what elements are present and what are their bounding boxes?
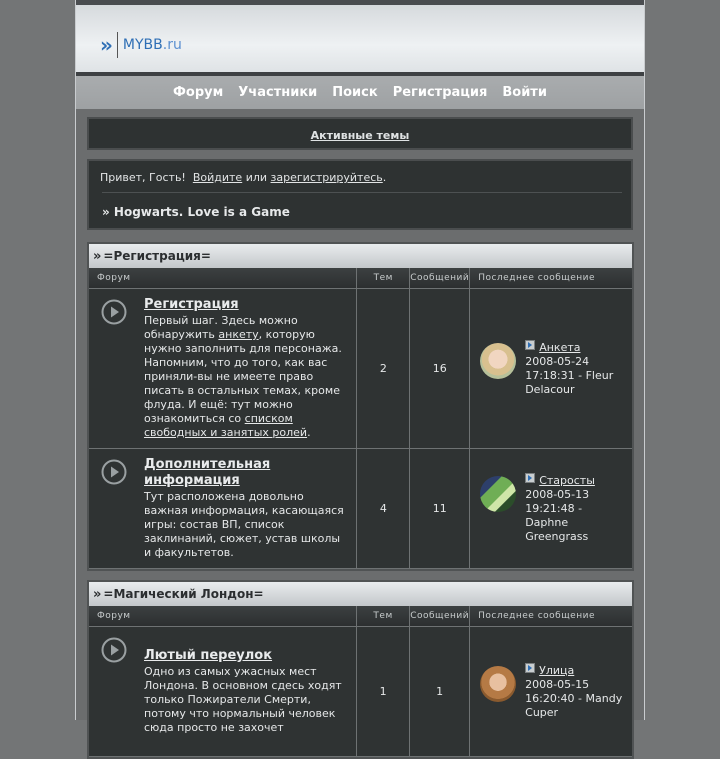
logo-text: MYBB.ru (122, 37, 182, 53)
forum-description: Первый шаг. Здесь можно обнаружить анкету, которую нужно заполнить для персонажа. Напомним, что до того, как вас приняли-вы не имеете право писать в остальных темах, кроме флуда. И ещё: тут можно ознакомиться со списком свободных и занятых ролей. (144, 314, 342, 439)
post-icon (525, 340, 535, 350)
col-posts: Сообщений (410, 268, 470, 289)
col-topics: Тем (357, 268, 410, 289)
category-title[interactable]: =Регистрация= (103, 249, 211, 263)
logo[interactable] (100, 32, 182, 58)
logo-chevron-icon: » (100, 33, 109, 57)
nav-users[interactable]: Участники (238, 85, 318, 100)
guest-welcome-box (87, 159, 633, 230)
divider (102, 192, 622, 193)
active-topics-link[interactable]: Активные темы (310, 129, 410, 142)
guest-greeting: Привет, Гость! Войдите или зарегистрируйтесь. (100, 171, 387, 184)
category-title[interactable]: =Магический Лондон= (103, 587, 264, 601)
last-post-cell (470, 289, 632, 449)
last-post-cell (470, 449, 632, 569)
forum-status-icon (101, 299, 127, 325)
forum-cell (89, 627, 357, 757)
last-post-link[interactable]: Улица (539, 663, 575, 677)
header (76, 5, 644, 72)
topics-count: 1 (357, 627, 410, 757)
table-row (89, 627, 632, 757)
forum-link-knockturn-alley[interactable]: Лютый переулок (144, 648, 273, 663)
category-header (89, 244, 632, 268)
forum-cell (89, 449, 357, 569)
category-registration (87, 242, 634, 571)
posts-count: 16 (410, 289, 470, 449)
nav-register[interactable]: Регистрация (392, 85, 488, 100)
forum-table (89, 268, 632, 569)
forum-link-registration[interactable]: Регистрация (144, 297, 239, 312)
avatar[interactable] (480, 666, 516, 702)
nav-search[interactable]: Поиск (332, 85, 378, 100)
table-header (89, 268, 632, 289)
last-post-cell (470, 627, 632, 757)
col-topics: Тем (357, 606, 410, 627)
col-posts: Сообщений (410, 606, 470, 627)
forum-status-icon (101, 459, 127, 485)
col-forum: Форум (89, 268, 357, 289)
category-magic-london (87, 580, 634, 759)
last-post-info: 2008-05-24 17:18:31 - Fleur Delacour (525, 354, 614, 396)
double-chevron-icon: » (93, 586, 100, 602)
col-last-post: Последнее сообщение (470, 268, 632, 289)
avatar[interactable] (480, 343, 516, 379)
table-row (89, 449, 632, 569)
nav-forum[interactable]: Форум (173, 85, 224, 100)
last-post-info: 2008-05-15 16:20:40 - Mandy Cuper (525, 677, 623, 719)
topics-count: 4 (357, 449, 410, 569)
main-nav (76, 76, 644, 109)
forum-description: Тут расположена довольно важная информация, касающаяся игры: состав ВП, список заклинаний, сюжет, устав школы и факультетов. (144, 490, 344, 559)
forum-table (89, 606, 632, 757)
login-link[interactable]: Войдите (192, 171, 243, 184)
questionnaire-link[interactable]: анкету (218, 328, 259, 341)
double-chevron-icon: » (93, 248, 100, 264)
col-forum: Форум (89, 606, 357, 627)
forum-status-icon (101, 637, 127, 663)
last-post-link[interactable]: Старосты (539, 473, 595, 487)
last-post-info: 2008-05-13 19:21:48 - Daphne Greengrass (525, 487, 590, 543)
active-topics-box (87, 117, 633, 150)
breadcrumb[interactable]: » Hogwarts. Love is a Game (102, 205, 290, 219)
logo-divider (117, 32, 118, 58)
posts-count: 11 (410, 449, 470, 569)
avatar[interactable] (480, 476, 516, 512)
forum-link-additional-info[interactable]: Дополнительная информация (144, 457, 271, 488)
page (75, 0, 645, 734)
category-header (89, 582, 632, 606)
post-icon (525, 663, 535, 673)
register-link[interactable]: зарегистрируйтесь (270, 171, 383, 184)
table-row (89, 289, 632, 449)
post-icon (525, 473, 535, 483)
nav-login[interactable]: Войти (502, 85, 547, 100)
topics-count: 2 (357, 289, 410, 449)
posts-count: 1 (410, 627, 470, 757)
forum-description: Одно из самых ужасных мест Лондона. В основном сдесь ходят только Пожиратели Смерти, потому что нормальный человек сюда просто не захочет (144, 665, 342, 734)
roles-list-link[interactable]: списком свободных и занятых ролей (144, 412, 308, 439)
col-last-post: Последнее сообщение (470, 606, 632, 627)
forum-cell (89, 289, 357, 449)
table-header (89, 606, 632, 627)
last-post-link[interactable]: Анкета (539, 340, 581, 354)
